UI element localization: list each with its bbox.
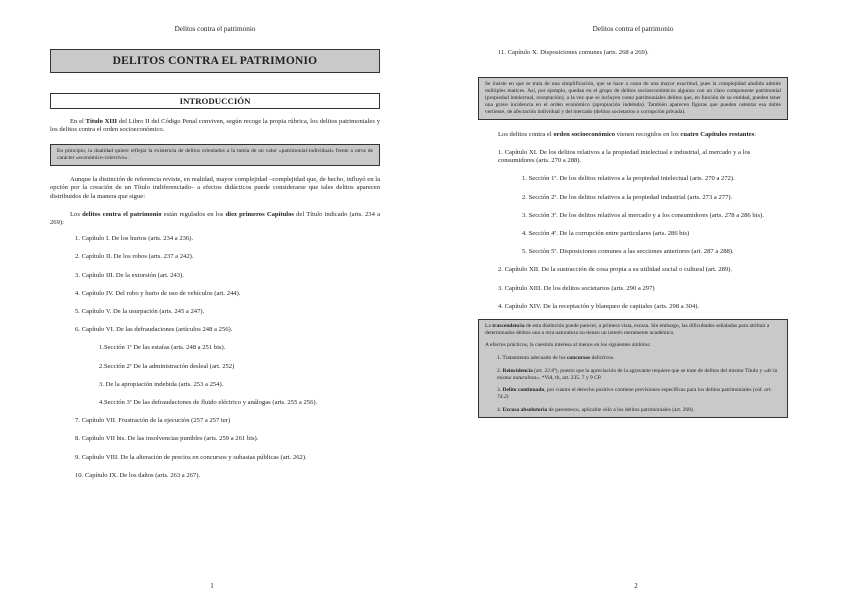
page-number: 2 [634, 582, 638, 590]
note-box: En principio, la dualidad quiere reflejar la existencia de delitos orientados a la tutela de un valor «patrimonial-individual» frente a otros de carácter «económico-colectivo». [50, 144, 380, 166]
running-head: Delitos contra el patrimonio [592, 25, 674, 33]
box-item: 3. Delito continuado, por cuanto el derecho positivo contiene previsiones específicas para los delitos patrimoniales (vid. art. 74.2) [497, 387, 772, 401]
list-item: 9. Capítulo VIII. De la alteración de precios en concursos y subastas públicas (art. 262). [75, 453, 307, 461]
list-item: 8. Capítulo VII bis. De las insolvencias punibles (arts. 259 a 261 bis). [75, 435, 259, 443]
note-box: Se insiste en que se trata de una simplificación, que se hace a costa de una mayor exactitud, pues la complejidad aludida admite múltiples matices. Así, por ejemplo, quedan en el grupo de delitos socioeconómicos algunos con un claro componente patrimonial (propiedad intelectual, receptación), a la vez que se incluyen como patrimoniales delitos que, en función de su entidad, pueden tener una grave incidencia en el orden económico (apropiación indebida). También aparecen figuras que pueden ostentar esa doble vertiente, de afectación individual y del mercado (delitos societarios o corrupción privada). [478, 77, 788, 120]
box-intro: La trascendencia de esta distinción puede parecer, a primera vista, escasa. Sin embargo, las dificultades señaladas para atribuir a determinados delitos una u otra naturaleza no tienen un interés meramente académico. [485, 322, 770, 336]
trascendencia-box [478, 319, 788, 418]
sub-list-item: 4.Sección 3ª De las defraudaciones de fluido eléctrico y análogas (arts. 255 a 256). [99, 399, 318, 407]
list-item: 6. Capítulo VI. De las defraudaciones (artículos 248 a 256). [75, 326, 233, 334]
box-item: 1. Tratamiento adecuado de los concursos delictivos. [497, 354, 615, 361]
list-item: 11. Capítulo X. Disposiciones comunes (arts. 268 a 269). [498, 49, 649, 56]
box-item: 4. Excusa absolutoria de parentesco, aplicable sólo a los delitos patrimoniales (art. 268). [497, 407, 695, 414]
paragraph: Los delitos contra el orden socioeconómico vienen recogidos en los cuatro Capítulos restantes: [498, 130, 757, 138]
document-title: DELITOS CONTRA EL PATRIMONIO [50, 49, 380, 73]
sub-list-item: 2. Sección 2ª. De los delitos relativos a la propiedad industrial (arts. 273 a 277). [522, 193, 733, 201]
sub-list-item: 5. Sección 5ª. Disposiciones comunes a las secciones anteriores (art. 287 a 288). [522, 248, 734, 256]
page-number: 1 [210, 582, 214, 590]
sub-list-item: 3. De la apropiación indebida (arts. 253 a 254). [99, 380, 224, 388]
intro-paragraph: En el Título XIII del Libro II del Código Penal conviven, según recoge la propia rúbrica, los delitos patrimoniales y los delitos contra el orden socioeconómico. [50, 118, 380, 134]
list-item: 1. Capítulo I. De los hurtos (arts. 234 a 236). [75, 235, 194, 243]
list-item: 2. Capítulo II. De los robos (arts. 237 a 242). [75, 253, 194, 261]
list-item: 3. Capítulo XIII. De los delitos societarios (arts. 290 a 297) [498, 284, 655, 292]
page-right [424, 0, 848, 600]
intro-heading: INTRODUCCIÓN [50, 93, 380, 109]
list-item: 4. Capítulo IV. Del robo y hurto de uso de vehículos (art. 244). [75, 289, 241, 297]
sub-list-item: 2.Sección 2ª De la administración desleal (art. 252) [99, 362, 235, 370]
list-item: 10. Capítulo IX. De los daños (arts. 263 a 267). [75, 471, 201, 479]
list-item: 3. Capítulo III. De la extorsión (art. 243). [75, 271, 184, 279]
sub-list-item: 1.Sección 1ª De las estafas (arts. 248 a 251 bis). [99, 344, 226, 352]
sub-list-item: 3. Sección 3ª. De los delitos relativos al mercado y a los consumidores (arts. 278 a 286 bis). [522, 211, 764, 219]
list-item: 4. Capítulo XIV. De la receptación y blanqueo de capitales (arts. 298 a 304). [498, 302, 700, 310]
list-item: 7. Capítulo VII. Frustración de la ejecución (257 a 257 ter) [75, 417, 231, 425]
box-item: 2. Reincidencia (art. 22.8ª), puesto que la apreciación de la agravante requiere que se trate de delitos del mismo Título y «de la misma naturaleza». *Vid, th, art. 235. 7 y 9 CP. [497, 367, 778, 381]
sub-list-item: 4. Sección 4ª. De la corrupción entre particulares (arts. 286 bis) [522, 229, 690, 237]
running-head: Delitos contra el patrimonio [174, 25, 256, 33]
list-item: 1. Capítulo XI. De los delitos relativos a la propiedad intelectual e industrial, al mercado y a los consumidores (arts. 270 a 288). [498, 148, 751, 165]
box-line: A efectos prácticos, la cuestión interesa al menos en los siguientes ámbitos: [485, 341, 651, 348]
list-item: 2. Capítulo XII. De la sustracción de cosa propia a su utilidad social o cultural (art. 289). [498, 266, 733, 274]
paragraph: Los delitos contra el patrimonio están regulados en los diez primeros Capítulos del Título indicado (arts. 234 a 269): [50, 210, 380, 227]
paragraph: Aunque la distinción de referencia reviste, en realidad, mayor complejidad –complejidad que, de hecho, influyó en la opción por la creación de un Título indiferenciado– a efectos didácticos puede considerarse que tales delitos aparecen distribuidos de la manera que sigue: [50, 176, 380, 200]
sub-list-item: 1. Sección 1ª. De los delitos relativos a la propiedad intelectual (arts. 270 a 272). [522, 175, 735, 183]
list-item: 5. Capítulo V. De la usurpación (arts. 245 a 247). [75, 308, 205, 316]
